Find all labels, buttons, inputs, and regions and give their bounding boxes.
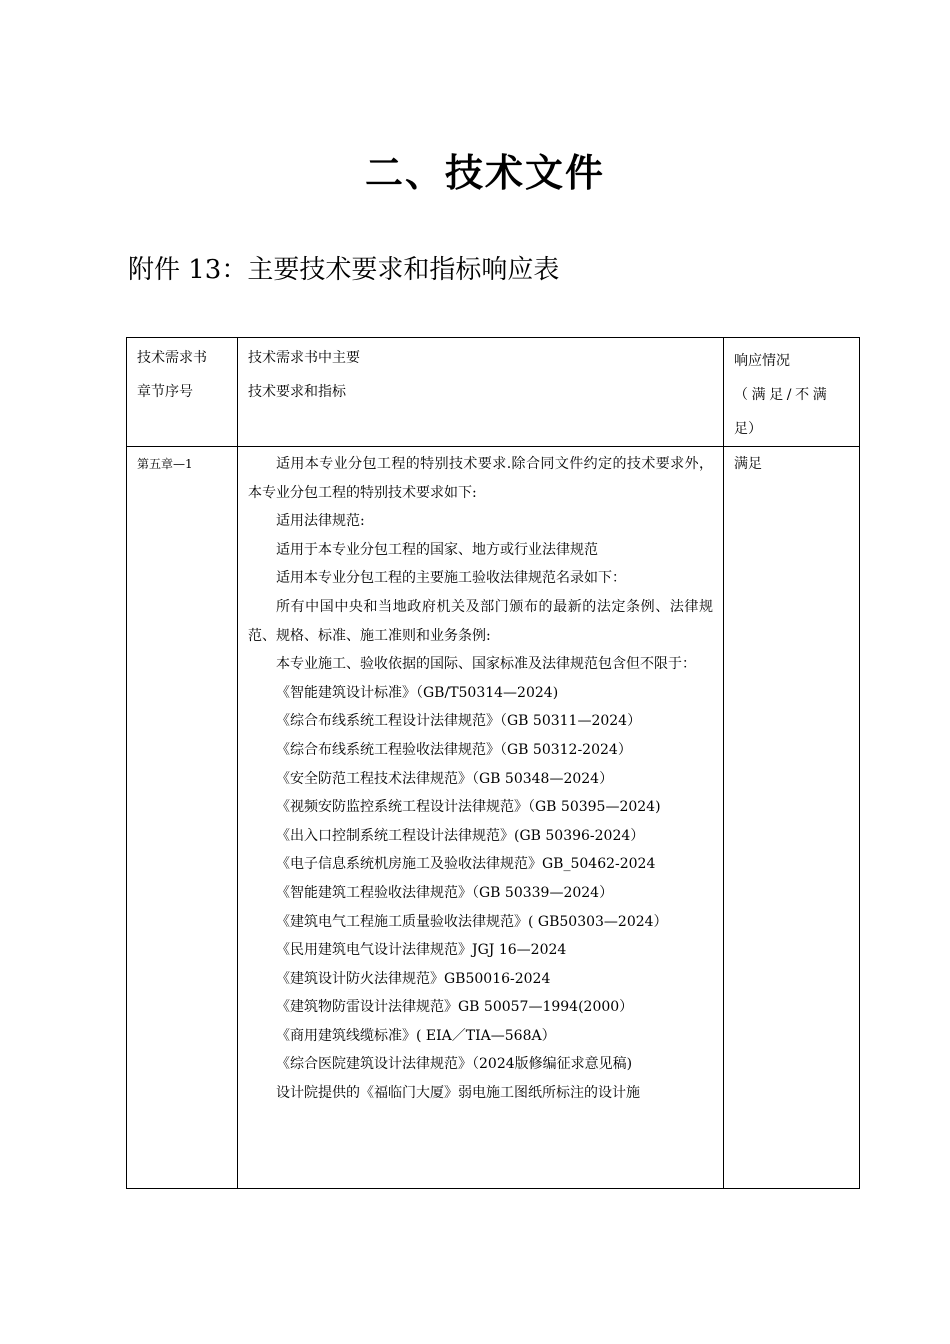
standard-item: 《建筑物防雷设计法律规范》GB 50057—1994(2000）	[276, 999, 634, 1016]
standard-item: 《智能建筑设计标准》（GB/T50314—2024)	[276, 684, 559, 701]
table-row	[127, 447, 860, 1189]
header-text: 足）	[734, 421, 762, 437]
header-text: 章节序号	[137, 384, 193, 400]
header-text: 响应情况	[734, 353, 790, 369]
standard-item: 《视频安防监控系统工程设计法律规范》（GB 50395—2024)	[276, 799, 661, 816]
response-status: 满足	[734, 456, 762, 472]
header-requirements	[238, 338, 724, 447]
standard-item: 《民用建筑电气设计法律规范》JGJ 16—2024	[276, 942, 567, 959]
header-text: （满足/不满	[734, 387, 831, 403]
standard-item: 《智能建筑工程验收法律规范》（GB 50339—2024）	[276, 884, 614, 901]
paragraph: 所有中国中央和当地政府机关及部门颁布的最新的法定条例、法律规范、规格、标准、施工准则和业务条例:	[248, 598, 713, 644]
requirements-response-table	[126, 337, 860, 1189]
paragraph: 本专业施工、验收依据的国际、国家标准及法律规范包含但不限于：	[276, 656, 696, 673]
page-title: 二、技术文件	[364, 151, 605, 195]
paragraph: 适用法律规范:	[276, 513, 365, 530]
paragraph: 适用本专业分包工程的特别技术要求.除合同文件约定的技术要求外，本专业分包工程的特别技术要求如下:	[248, 456, 713, 501]
header-text: 技术需求书中主要	[248, 350, 360, 366]
standard-item: 《建筑设计防火法律规范》GB50016-2024	[276, 970, 551, 987]
table-header-row	[127, 338, 860, 447]
standard-item: 《电子信息系统机房施工及验收法律规范》GB_50462-2024	[276, 856, 656, 873]
standard-item: 《安全防范工程技术法律规范》（GB 50348—2024）	[276, 770, 614, 787]
standard-item: 《综合医院建筑设计法律规范》（2024版修编征求意见稿)	[276, 1056, 633, 1073]
standard-item: 《出入口控制系统工程设计法律规范》(GB 50396-2024）	[276, 827, 645, 844]
requirements-cell	[238, 447, 724, 1189]
attachment-title: 附件 13：主要技术要求和指标响应表	[128, 255, 560, 285]
standard-item: 《建筑电气工程施工质量验收法律规范》( GB50303—2024）	[276, 913, 668, 930]
section-number-cell	[127, 447, 238, 1189]
header-response	[724, 338, 860, 447]
paragraph: 适用本专业分包工程的主要施工验收法律规范名录如下：	[276, 570, 626, 587]
requirements-text	[248, 450, 713, 1188]
header-section-number	[127, 338, 238, 447]
section-number: 第五章—1	[137, 457, 193, 471]
header-text: 技术需求书	[137, 350, 207, 366]
standard-item: 《商用建筑线缆标准》( EIA／TIA—568A）	[276, 1027, 556, 1044]
header-text: 技术要求和指标	[248, 384, 346, 400]
response-cell	[724, 447, 860, 1189]
standard-item: 《综合布线系统工程设计法律规范》（GB 50311—2024）	[276, 713, 642, 730]
paragraph: 设计院提供的《福临门大厦》弱电施工图纸所标注的设计施	[276, 1085, 640, 1102]
standard-item: 《综合布线系统工程验收法律规范》（GB 50312-2024）	[276, 741, 632, 758]
paragraph: 适用于本专业分包工程的国家、地方或行业法律规范	[276, 541, 598, 558]
